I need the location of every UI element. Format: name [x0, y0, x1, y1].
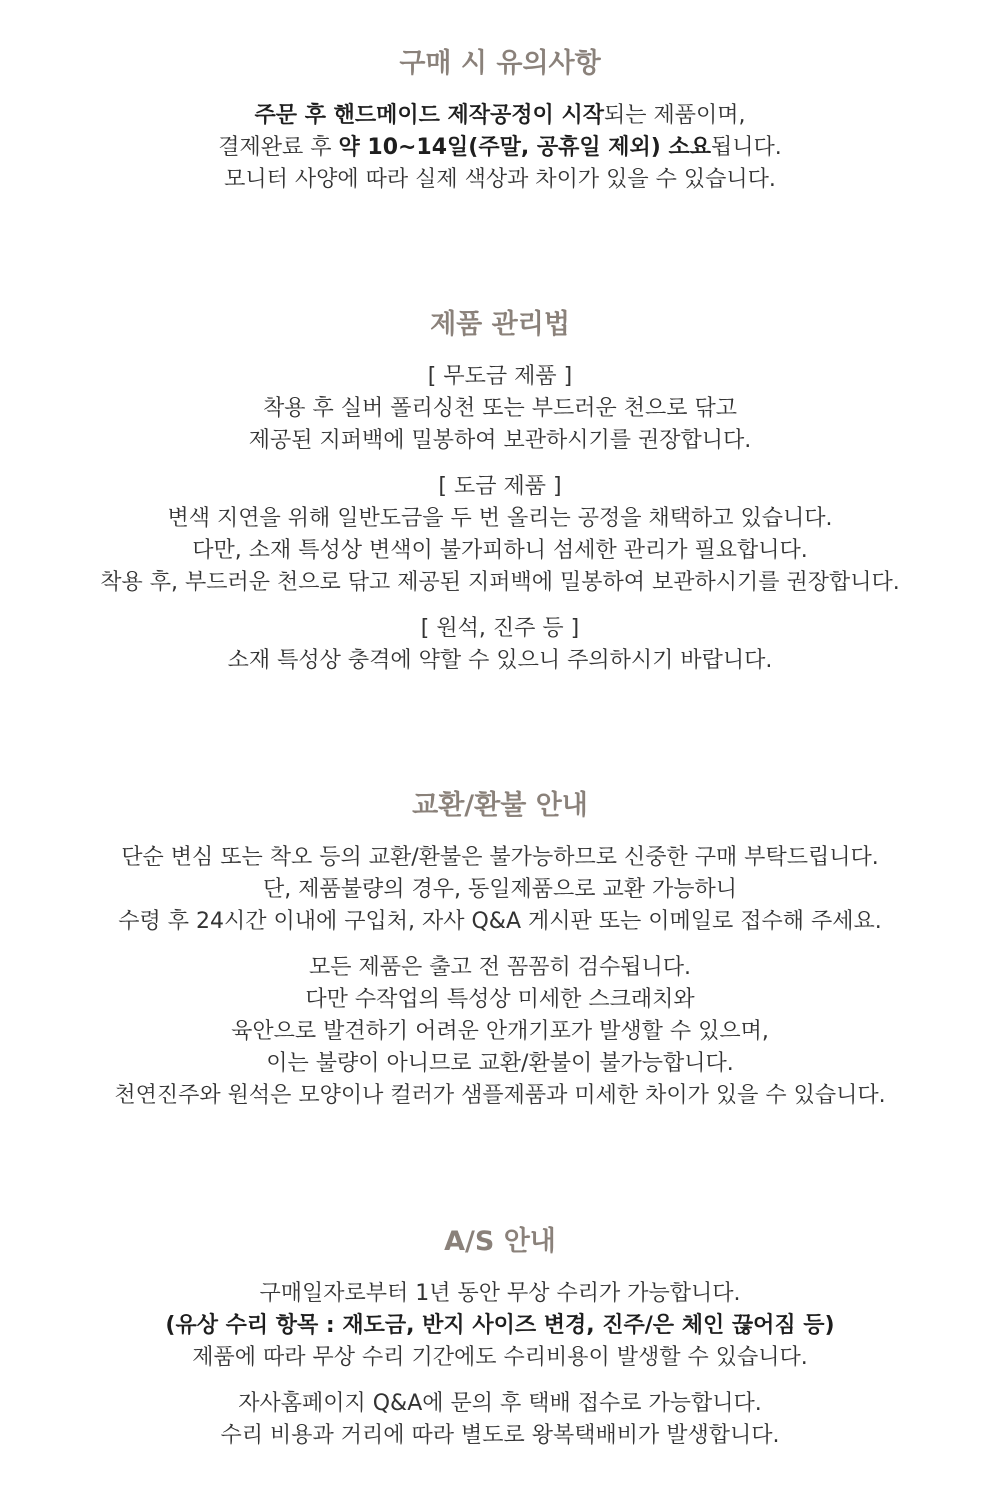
care-block-line: 소재 특성상 충격에 약할 수 있으니 주의하시기 바랍니다. — [227, 648, 773, 673]
purchase-notice-body — [0, 100, 1000, 196]
care-block-line: 착용 후, 부드러운 천으로 닦고 제공된 지퍼백에 밀봉하여 보관하시기를 권장합니다. — [100, 570, 900, 595]
exchange-line: 단순 변심 또는 착오 등의 교환/환불은 불가능하므로 신중한 구매 부탁드립니다. — [121, 845, 879, 870]
as-block-warranty — [0, 1278, 1000, 1374]
notice-line-2-rest: 됩니다. — [711, 135, 782, 160]
notice-line-1-bold: 주문 후 핸드메이드 제작공정이 시작 — [254, 103, 604, 128]
as-line: 수리 비용과 거리에 따라 별도로 왕복택배비가 발생합니다. — [220, 1423, 780, 1448]
as-line: 자사홈페이지 Q&A에 문의 후 택배 접수로 가능합니다. — [238, 1391, 762, 1416]
care-block-line: 다만, 소재 특성상 변색이 불가피하니 섬세한 관리가 필요합니다. — [192, 538, 808, 563]
as-line: 구매일자로부터 1년 동안 무상 수리가 가능합니다. — [259, 1281, 741, 1306]
exchange-refund-title: 교환/환불 안내 — [412, 790, 588, 821]
care-block-line: 변색 지연을 위해 일반도금을 두 번 올리는 공정을 채택하고 있습니다. — [167, 506, 833, 531]
exchange-line: 수령 후 24시간 이내에 구입처, 자사 Q&A 게시판 또는 이메일로 접수해 주세요. — [118, 909, 882, 934]
exchange-refund-section — [0, 786, 1000, 1112]
care-block-plated — [0, 471, 1000, 599]
as-line: 제품에 따라 무상 수리 기간에도 수리비용이 발생할 수 있습니다. — [192, 1345, 808, 1370]
notice-line-1-rest: 되는 제품이며, — [603, 103, 746, 128]
as-line-paid-repair-items: (유상 수리 항목 : 재도금, 반지 사이즈 변경, 진주/은 체인 끊어짐 등) — [165, 1313, 835, 1338]
care-block-gemstone-pearl — [0, 613, 1000, 677]
product-care-title: 제품 관리법 — [430, 309, 570, 340]
notice-line-2-pre: 결제완료 후 — [218, 135, 339, 160]
purchase-notice-section — [0, 44, 1000, 196]
after-service-section — [0, 1222, 1000, 1452]
exchange-line: 다만 수작업의 특성상 미세한 스크래치와 — [305, 987, 695, 1012]
notice-line-2 — [0, 132, 1000, 164]
exchange-line: 모든 제품은 출고 전 꼼꼼히 검수됩니다. — [309, 955, 691, 980]
purchase-notice-title: 구매 시 유의사항 — [399, 48, 601, 79]
as-block-procedure — [0, 1388, 1000, 1452]
care-block-heading: [ 원석, 진주 등 ] — [420, 616, 580, 641]
care-block-line: 착용 후 실버 폴리싱천 또는 부드러운 천으로 닦고 — [263, 396, 737, 421]
exchange-block-inspection — [0, 952, 1000, 1112]
product-care-section — [0, 305, 1000, 677]
care-block-heading: [ 도금 제품 ] — [438, 474, 562, 499]
care-block-unplated — [0, 361, 1000, 457]
exchange-line: 천연진주와 원석은 모양이나 컬러가 샘플제품과 미세한 차이가 있을 수 있습니다. — [114, 1083, 886, 1108]
exchange-block-policy — [0, 842, 1000, 938]
exchange-line: 육안으로 발견하기 어려운 안개기포가 발생할 수 있으며, — [231, 1019, 769, 1044]
notice-line-2-bold: 약 10~14일(주말, 공휴일 제외) 소요 — [338, 135, 712, 160]
care-block-heading: [ 무도금 제품 ] — [427, 364, 573, 389]
after-service-title: A/S 안내 — [444, 1226, 556, 1257]
exchange-line: 이는 불량이 아니므로 교환/환불이 불가능합니다. — [266, 1051, 734, 1076]
notice-line-1 — [0, 100, 1000, 132]
notice-line-3: 모니터 사양에 따라 실제 색상과 차이가 있을 수 있습니다. — [224, 167, 776, 192]
care-block-line: 제공된 지퍼백에 밀봉하여 보관하시기를 권장합니다. — [248, 428, 752, 453]
exchange-line: 단, 제품불량의 경우, 동일제품으로 교환 가능하니 — [263, 877, 737, 902]
